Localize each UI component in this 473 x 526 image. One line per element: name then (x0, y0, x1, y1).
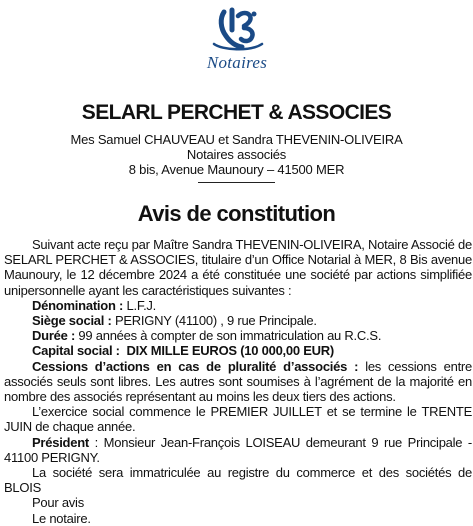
pour-avis: Pour avis (32, 495, 84, 511)
field-president (4, 435, 472, 465)
company-name: SELARL PERCHET & ASSOCIES (81, 101, 392, 124)
immatriculation-statement: La société sera immatriculée au registre du commerce et des sociétés de BLOIS (4, 465, 472, 496)
notaries-role: Notaires associés (186, 147, 287, 162)
notice-body (4, 237, 472, 526)
cessions-value: les cessions entre associés seuls sont libres. Les autres sont soumises à l’agrément de la majorité en nombre des associés représentant au moins les deux tiers des actions. (4, 358, 472, 405)
notice-intro: Suivant acte reçu par Maître Sandra THEVENIN-OLIVEIRA, Notaire Associé de SELARL PERCHET & ASSOCIES, titulaire d’un Office Notarial à MER, 8 Bis avenue Maunoury, le 12 décembre 2024 a été constituée une société par actions simplifiée unipersonnelle ayant les caractéristiques suivantes : (4, 237, 472, 298)
logo-wordmark: Notaires (206, 53, 268, 72)
siege-label: Siège social : (32, 313, 112, 329)
denomination-label: Dénomination : (32, 297, 124, 313)
field-siege (4, 313, 472, 328)
president-label: Président (32, 434, 89, 450)
notice-title: Avis de constitution (137, 201, 336, 226)
field-duree (4, 328, 472, 343)
field-cessions (4, 359, 472, 405)
capital-label: Capital social : (32, 343, 120, 359)
office-address: 8 bis, Avenue Maunoury – 41500 MER (128, 162, 345, 177)
notaires-emblem-icon (206, 6, 268, 52)
field-capital (4, 343, 472, 358)
denomination-value: L.F.J. (123, 297, 157, 313)
exercice-social: L’exercice social commence le PREMIER JUILLET et se termine le TRENTE JUIN de chaque année. (4, 404, 472, 435)
field-denomination (4, 298, 472, 313)
president-value: : Monsieur Jean-François LOISEAU demeurant 9 rue Principale - 41100 PERIGNY. (4, 434, 472, 465)
duree-value: 99 années à compter de son immatriculation au R.C.S. (75, 328, 382, 344)
duree-label: Durée : (32, 328, 76, 344)
siege-value: PERIGNY (41100) , 9 rue Principale. (111, 313, 317, 329)
notaries-names: Mes Samuel CHAUVEAU et Sandra THEVENIN-OLIVEIRA (70, 132, 403, 147)
cessions-label: Cessions d’actions en cas de pluralité d’associés : (32, 358, 359, 374)
separator-rule (198, 182, 275, 183)
capital-value: DIX MILLE EUROS (10 000,00 EUR) (126, 343, 335, 359)
signature: Le notaire. (32, 510, 91, 526)
notaires-logo (187, 6, 287, 74)
